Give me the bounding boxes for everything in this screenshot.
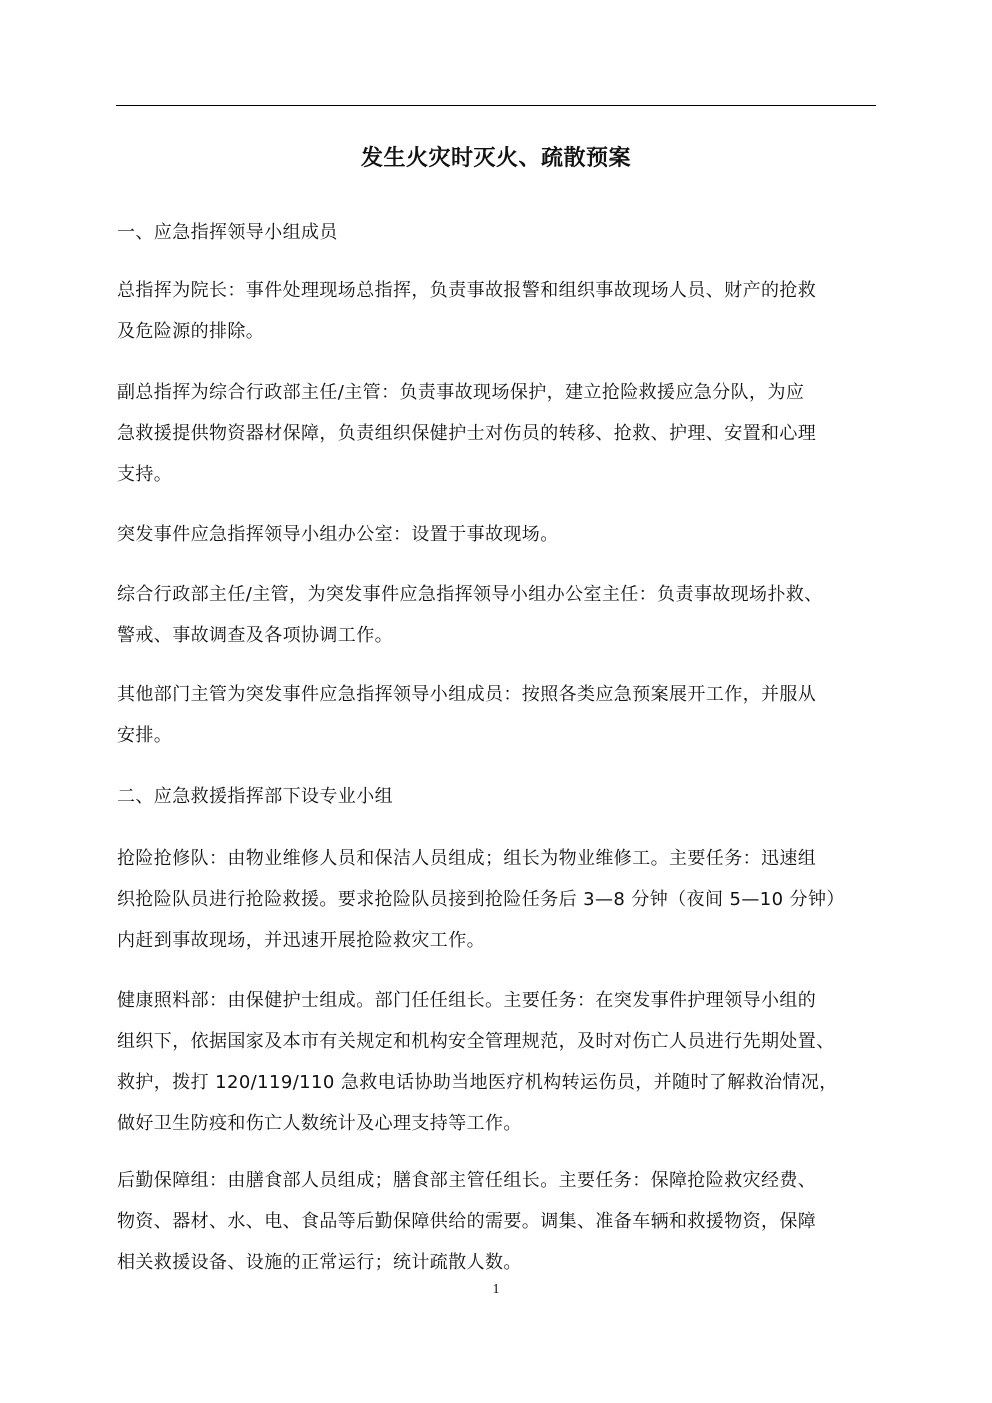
text-line: 后勤保障组：由膳食部人员组成；膳食部主管任组长。主要任务：保障抢险救灾经费、 (117, 1170, 817, 1191)
text-line: 副总指挥为综合行政部主任/主管：负责事故现场保护，建立抢险救援应急分队，为应 (117, 382, 805, 403)
section-heading-1 (117, 212, 877, 253)
text-line: 支持。 (117, 464, 173, 485)
text-line: 总指挥为院长：事件处理现场总指挥，负责事故报警和组织事故现场人员、财产的抢救 (117, 280, 817, 301)
text-line: 组织下，依据国家及本市有关规定和机构安全管理规范，及时对伤亡人员进行先期处置、 (117, 1031, 835, 1052)
text-line: 做好卫生防疫和伤亡人数统计及心理支持等工作。 (117, 1113, 522, 1134)
text-line: 物资、器材、水、电、食品等后勤保障供给的需要。调集、准备车辆和救援物资，保障 (117, 1211, 817, 1232)
text-line: 突发事件应急指挥领导小组办公室：设置于事故现场。 (117, 524, 559, 545)
text-line: 一、应急指挥领导小组成员 (117, 222, 338, 243)
text-line: 及危险源的排除。 (117, 321, 265, 342)
text-line: 二、应急救援指挥部下设专业小组 (117, 786, 393, 807)
text-line: 相关救援设备、设施的正常运行；统计疏散人数。 (117, 1252, 522, 1273)
page-number: 1 (492, 1282, 500, 1297)
paragraph-office (117, 514, 877, 555)
document-title: 发生火灾时灭火、疏散预案 (360, 146, 631, 171)
paragraph-health-care (117, 980, 877, 1144)
text-line: 警戒、事故调查及各项协调工作。 (117, 625, 393, 646)
paragraph-rescue-team (117, 838, 877, 961)
paragraph-members (117, 674, 877, 756)
text-line: 其他部门主管为突发事件应急指挥领导小组成员：按照各类应急预案展开工作，并服从 (117, 684, 817, 705)
header-rule (116, 105, 876, 106)
paragraph-logistics (117, 1160, 877, 1283)
text-line: 安排。 (117, 725, 173, 746)
text-line: 织抢险队员进行抢险救援。要求抢险队员接到抢险任务后 3—8 分钟（夜间 5—10 分钟） (117, 889, 845, 910)
section-heading-2 (117, 776, 877, 817)
paragraph-commander (117, 270, 877, 352)
text-line: 健康照料部：由保健护士组成。部门任任组长。主要任务：在突发事件护理领导小组的 (117, 990, 817, 1011)
text-line: 救护，拨打 120/119/110 急救电话协助当地医疗机构转运伤员，并随时了解救治情况， (117, 1072, 838, 1093)
text-line: 抢险抢修队：由物业维修人员和保洁人员组成；组长为物业维修工。主要任务：迅速组 (117, 848, 817, 869)
text-line: 内赶到事故现场，并迅速开展抢险救灾工作。 (117, 930, 485, 951)
paragraph-office-director (117, 574, 877, 656)
text-line: 急救援提供物资器材保障，负责组织保健护士对伤员的转移、抢救、护理、安置和心理 (117, 423, 817, 444)
text-line: 综合行政部主任/主管，为突发事件应急指挥领导小组办公室主任：负责事故现场扑救、 (117, 584, 823, 605)
paragraph-deputy-commander (117, 372, 877, 495)
